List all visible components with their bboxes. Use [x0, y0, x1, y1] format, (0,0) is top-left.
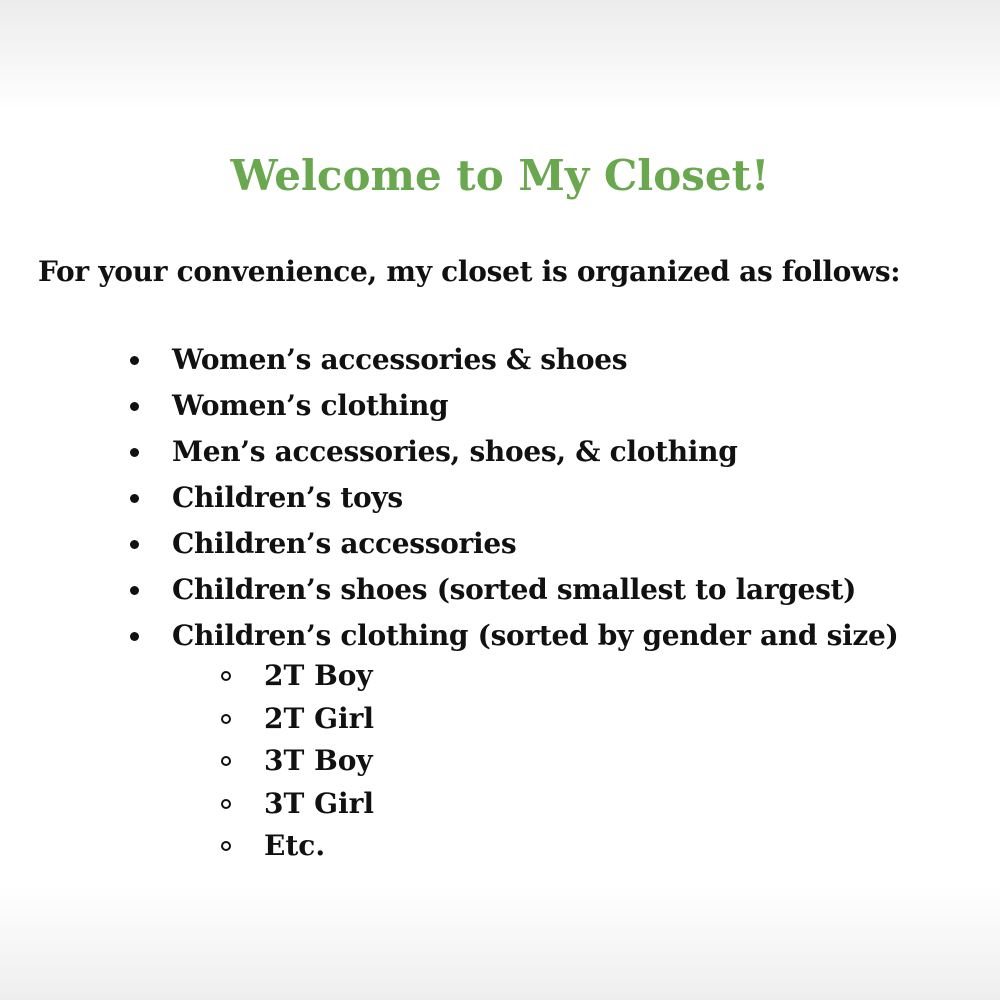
hollow-bullet-icon [221, 799, 231, 809]
list-item-label: Children’s clothing (sorted by gender and size) [172, 619, 899, 652]
list-item-label: Children’s accessories [172, 527, 517, 560]
hollow-bullet-icon [221, 714, 231, 724]
list-item-label: Men’s accessories, shoes, & clothing [172, 435, 738, 468]
intro-text: For your convenience, my closet is organized as follows: [38, 255, 901, 288]
sub-list-item-label: 2T Boy [264, 659, 373, 692]
sub-list-item-label: Etc. [264, 829, 326, 862]
sub-list-item-label: 2T Girl [264, 701, 375, 735]
bullet-icon [130, 402, 139, 411]
bullet-icon [130, 586, 139, 595]
hollow-bullet-icon [221, 756, 231, 766]
sub-list-item-label: 3T Girl [264, 786, 375, 820]
page-title: Welcome to My Closet! [230, 151, 770, 200]
list-item-label: Children’s toys [172, 481, 403, 514]
sub-list-item-label: 3T Boy [264, 744, 373, 777]
hollow-bullet-icon [221, 671, 231, 681]
bullet-icon [130, 540, 139, 549]
bullet-icon [130, 494, 139, 503]
bullet-icon [130, 448, 139, 457]
bullet-icon [130, 356, 139, 365]
list-item-label: Women’s clothing [172, 389, 449, 422]
list-item-label: Children’s shoes (sorted smallest to largest) [172, 573, 857, 606]
bullet-icon [130, 632, 139, 641]
hollow-bullet-icon [221, 841, 231, 851]
list-item-label: Women’s accessories & shoes [172, 343, 628, 376]
document-sheet [0, 110, 1000, 885]
